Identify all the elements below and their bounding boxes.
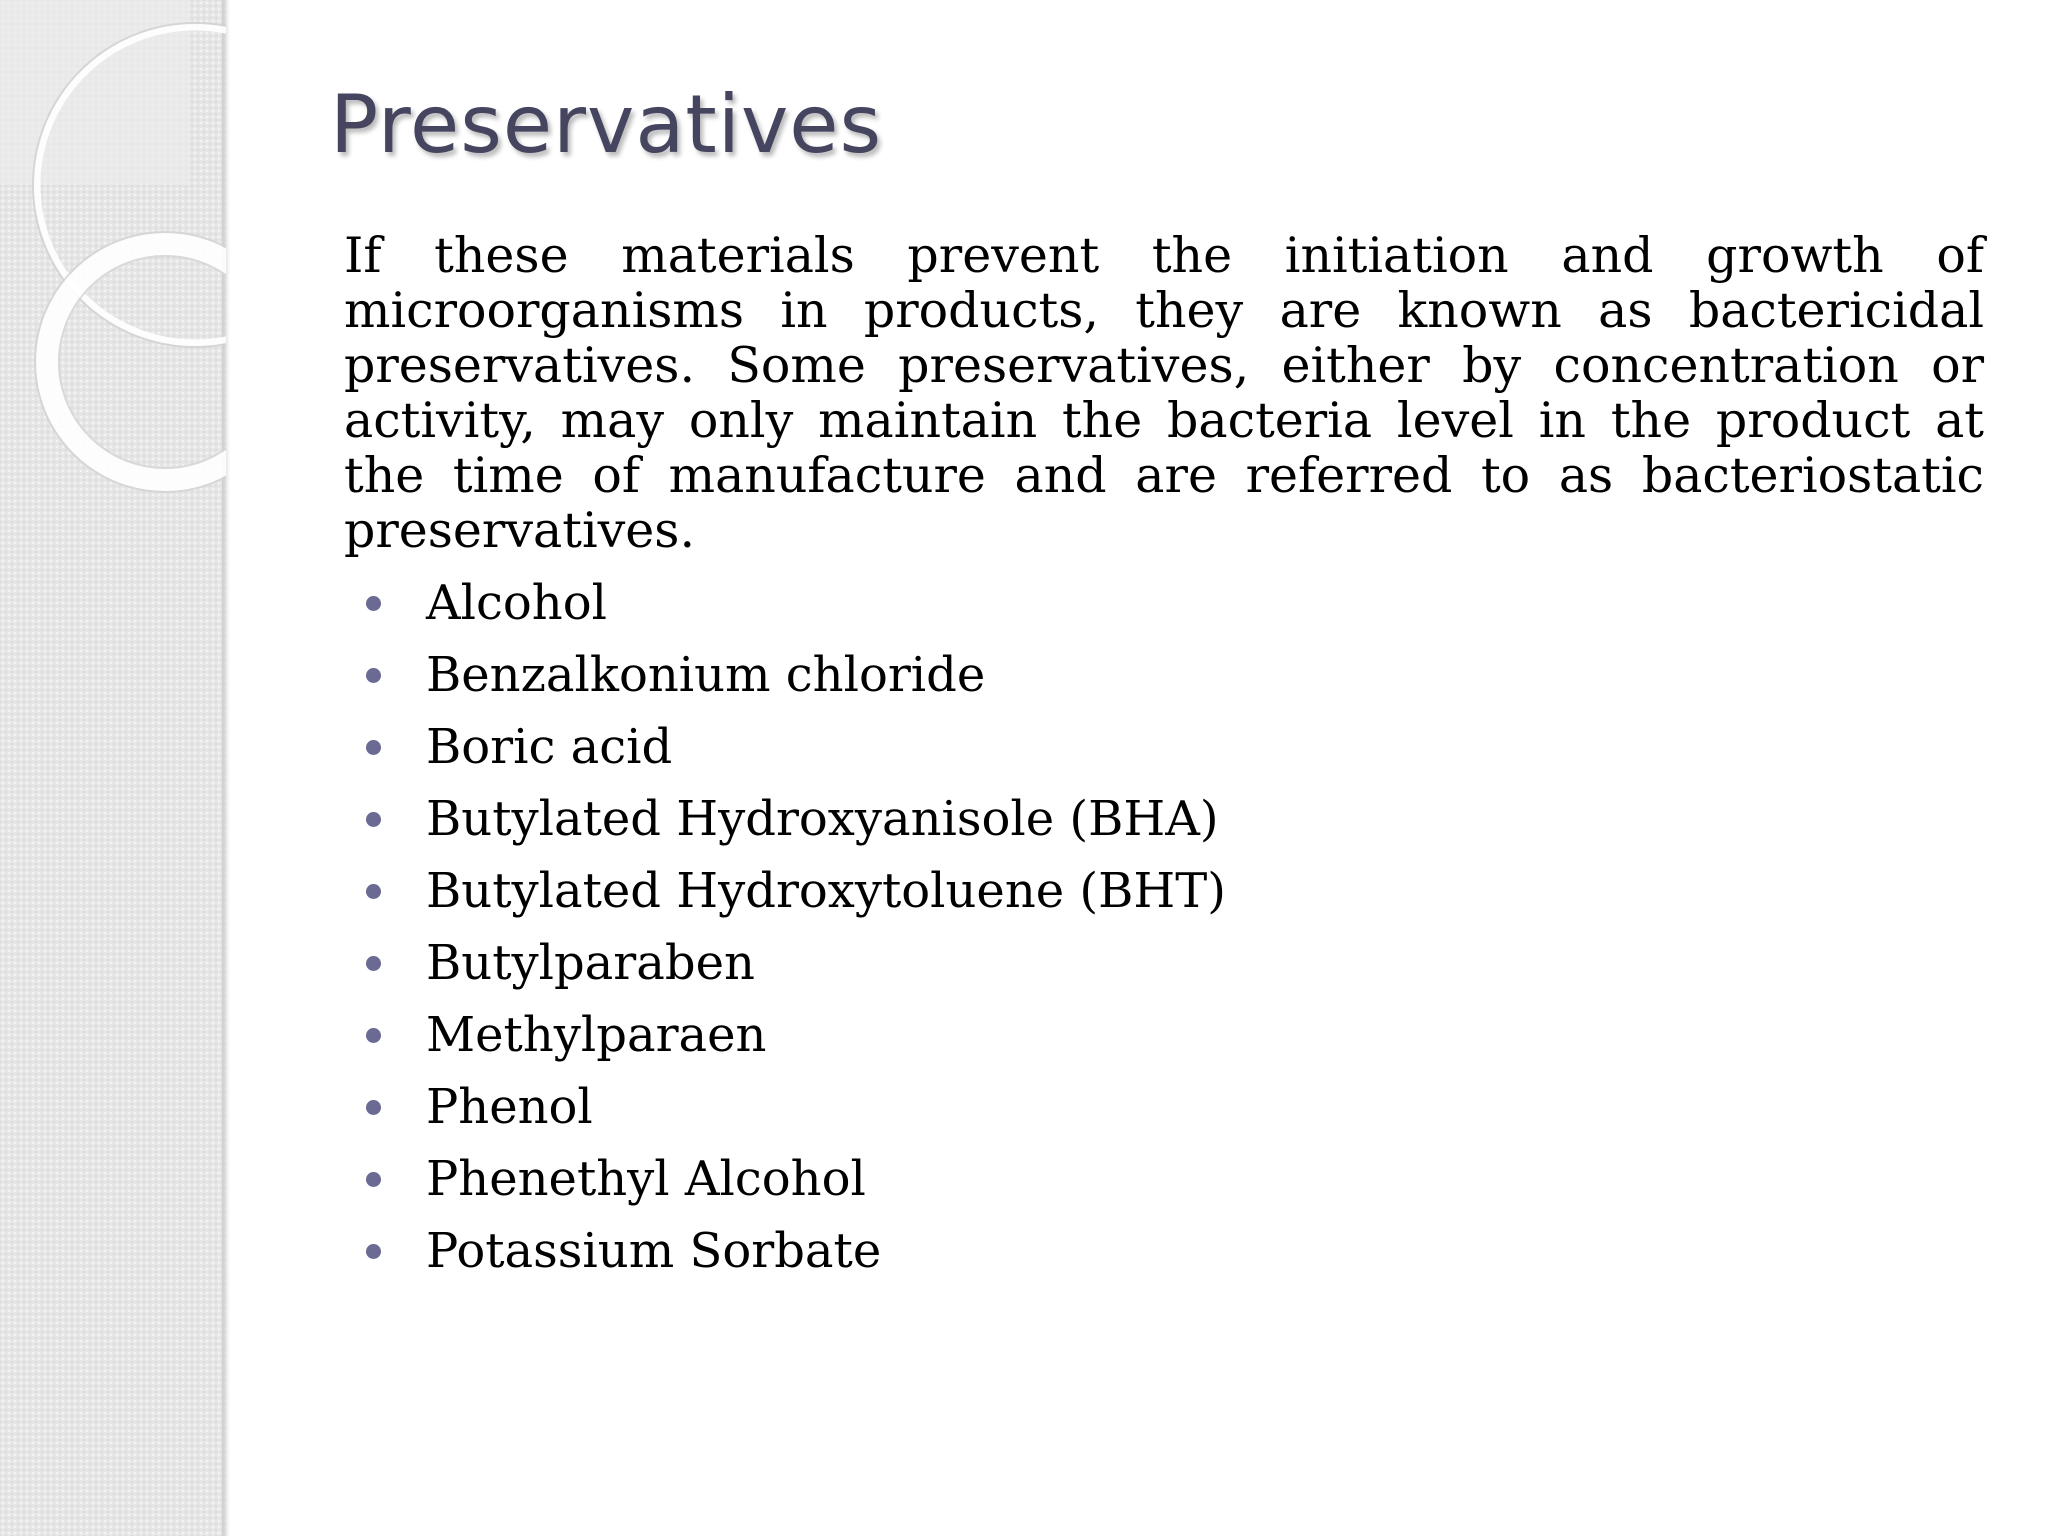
list-item [344, 999, 1744, 1071]
description-paragraph: If these materials prevent the initiation and growth of microorganisms in products, they are known as bactericidal preservatives. Some preservatives, either by concentration or activity, may only maintain the bacteria level in the product at the time of manufacture and are referred to as bacteriostatic preservatives. [344, 227, 1984, 559]
bullet-dot-icon [366, 1172, 381, 1187]
list-item-label: Butylparaben [426, 935, 755, 991]
bullet-dot-icon [366, 1244, 381, 1259]
list-item-label: Phenol [426, 1079, 593, 1135]
list-item-label: Butylated Hydroxytoluene (BHT) [426, 863, 1227, 919]
bullet-dot-icon [366, 884, 381, 899]
slide-title: Preservatives [330, 78, 883, 171]
list-item [344, 1071, 1744, 1143]
list-item-label: Butylated Hydroxyanisole (BHA) [426, 791, 1219, 847]
list-item-label: Benzalkonium chloride [426, 647, 986, 703]
bullet-dot-icon [366, 596, 381, 611]
bullet-dot-icon [366, 956, 381, 971]
list-item [344, 1215, 1744, 1287]
bullet-dot-icon [366, 1028, 381, 1043]
list-item [344, 639, 1744, 711]
preservatives-list [344, 567, 1744, 1287]
list-item-label: Methylparaen [426, 1007, 767, 1063]
list-item [344, 783, 1744, 855]
list-item-label: Potassium Sorbate [426, 1223, 882, 1279]
list-item [344, 927, 1744, 999]
decorative-circles-graphic [0, 0, 226, 520]
list-item-label: Alcohol [426, 575, 607, 631]
list-item-label: Phenethyl Alcohol [426, 1151, 866, 1207]
list-item [344, 567, 1744, 639]
bullet-dot-icon [366, 740, 381, 755]
list-item-label: Boric acid [426, 719, 673, 775]
list-item [344, 711, 1744, 783]
bullet-dot-icon [366, 812, 381, 827]
bullet-dot-icon [366, 1100, 381, 1115]
list-item [344, 855, 1744, 927]
bullet-dot-icon [366, 668, 381, 683]
list-item [344, 1143, 1744, 1215]
